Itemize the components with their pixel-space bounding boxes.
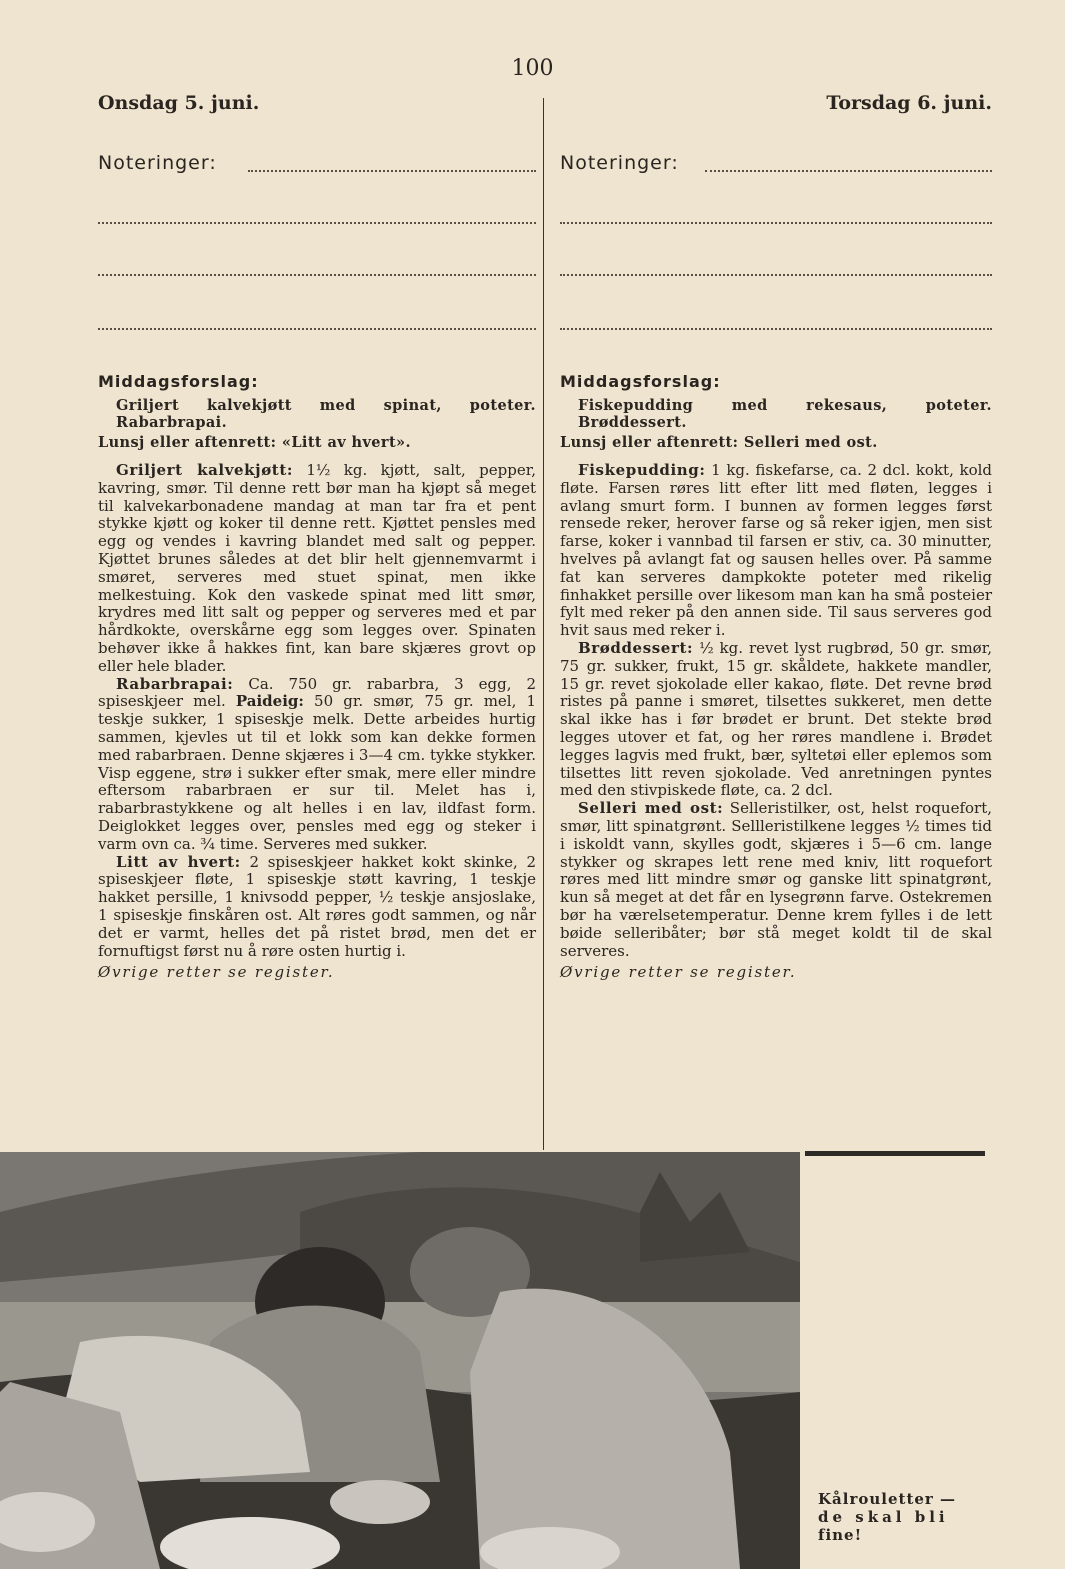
right-dinner-line-2: Brøddessert. — [578, 414, 687, 431]
recipe — [560, 462, 992, 640]
recipe-title: Selleri med ost: — [578, 799, 724, 818]
left-dinner-suggestion — [98, 397, 536, 431]
recipe-text: Ca. 750 gr. rabarbra, 3 egg, 2 spiseskjeer mel. — [98, 674, 536, 711]
left-notes-label: Noteringer: — [98, 152, 217, 174]
recipe-title: Fiskepudding: — [578, 461, 706, 479]
dinner-word: med — [319, 397, 356, 414]
left-notes-line — [98, 328, 536, 330]
caption-line: de skal bli — [818, 1508, 949, 1526]
left-notes-line — [98, 274, 536, 276]
left-dinner-line-2: Rabarbrapai. — [116, 414, 228, 431]
cooking-photo — [0, 1152, 800, 1569]
left-day-header: Onsdag 5. juni. — [98, 92, 260, 114]
recipe-text: 2 spiseskjeer hakket kokt skinke, 2 spiseskjeer fløte, 1 spiseskje støtt kavring, 1 teskje hakket persille, 1 knivsodd pepper, ½ teskje ansjoslake, 1 spiseskje finskåren ost. Alt røres godt sammen, og når det er varmt, helles det på ristet brød, men det er fornuftigst først nu å røre osten hurtig i. — [98, 852, 536, 960]
right-day-header: Torsdag 6. juni. — [826, 92, 992, 114]
recipe-text: 1 kg. fiskefarse, ca. 2 dcl. kokt, kold fløte. Farsen røres litt efter litt med fløten, legges i avlang smurt form. I bunnen av formen legges først rensede reker, herover farse og så reker igjen, men sist farse, koker i vannbad til farsen er stiv, ca. 30 minutter, hvelves på avlangt fat og sausen helles over. På samme fat kan serveres dampkokte poteter med rikelig finhakket persille over likesom man kan ha små posteier fylt med reker på den annen side. Til saus serveres god hvit saus med reker i. — [560, 461, 992, 640]
recipe-title: Rabarbrapai: — [116, 674, 234, 693]
right-notes-line — [560, 222, 992, 224]
dinner-word: kalvekjøtt — [206, 397, 292, 414]
right-notes-line — [560, 328, 992, 330]
right-dinner-suggestion — [560, 397, 992, 431]
recipe-text: Selleristilker, ost, helst roquefort, smør, litt spinatgrønt. Sellleristilkene legges ½ times tid i iskoldt vann, skylles godt, skjæres i 5—6 cm. lange stykker og skrapes lett rene med kniv, litt roquefort røres med litt mindre smør og ganske litt spinatgrønt, kun så meget at det får en lysegrønn farve. Ostekremen bør ha værelsetemperatur. Denne krem fylles i de lett bøide selleribåter; bør stå meget koldt til de skal serveres. — [560, 799, 992, 960]
right-notes-line — [705, 170, 992, 172]
dinner-word: poteter. — [469, 397, 536, 414]
recipe — [98, 676, 536, 854]
dinner-word: Fiskepudding — [578, 397, 694, 414]
right-footnote: Øvrige retter se register. — [560, 963, 797, 982]
column-divider — [543, 98, 544, 1150]
right-menu-title: Middagsforslag: — [560, 372, 721, 391]
left-notes-line — [98, 222, 536, 224]
right-lunch: Lunsj eller aftenrett: Selleri med ost. — [560, 434, 878, 451]
caption-line: fine! — [818, 1526, 863, 1544]
dinner-word: poteter. — [925, 397, 992, 414]
right-notes-label: Noteringer: — [560, 152, 679, 174]
dinner-word: Griljert — [116, 397, 180, 414]
left-menu-title: Middagsforslag: — [98, 372, 259, 391]
dinner-word: rekesaus, — [806, 397, 888, 414]
left-lunch: Lunsj eller aftenrett: «Litt av hvert». — [98, 434, 411, 451]
right-recipes — [560, 462, 992, 982]
right-menu — [560, 372, 992, 451]
left-footnote: Øvrige retter se register. — [98, 963, 335, 982]
cooking-photo-illustration — [0, 1152, 800, 1569]
left-menu — [98, 372, 536, 451]
left-recipes — [98, 462, 536, 982]
left-dinner-line-1 — [116, 397, 536, 414]
right-notes-line — [560, 274, 992, 276]
recipe-text: ½ kg. revet lyst rugbrød, 50 gr. smør, 75 gr. sukker, frukt, 15 gr. skåldete, hakkete mandler, 15 gr. revet sjokolade eller kakao, fløte. Det revne brød ristes på panne i smøret, tilsettes sukkeret, men dette skal ikke has i før brødet er brunt. Det stekte brød legges utover et fat, og her røres mandlene i. Brødet legges lagvis med frukt, bær, syltetøi eller eplemos som tilsettes litt reven sjokolade. Ved anretningen pyntes med den stivpiskede fløte, ca. 2 dcl. — [560, 638, 992, 800]
recipe-title: Brøddessert: — [578, 638, 694, 657]
right-dinner-line-1 — [578, 397, 992, 414]
recipe — [560, 640, 992, 800]
photo-rule — [805, 1151, 985, 1156]
page-number: 100 — [511, 56, 554, 81]
dinner-word: med — [731, 397, 768, 414]
recipe-title: Litt av hvert: — [116, 852, 241, 871]
recipe-text: 50 gr. smør, 75 gr. mel, 1 teskje sukker, 1 spiseskje melk. Dette arbeides hurtig sammen, kjevles ut til et lokk som kan dekke formen med rabarbraen. Denne skjæres i 3—4 cm. tykke stykker. Visp eggene, strø i sukker efter smak, mere eller mindre eftersom rabarbraen er sur til. Melet has i, rabarbrastykkene og alt helles i en lav, ildfast form. Deiglokket legges over, pensles med egg og steker i varm ovn ca. ¾ time. Serveres med sukker. — [98, 692, 536, 853]
recipe — [98, 462, 536, 676]
recipe — [98, 854, 536, 961]
caption-line: Kålrouletter — — [818, 1490, 957, 1508]
left-notes-line — [248, 170, 536, 172]
recipe-subtitle: Paideig: — [235, 692, 304, 711]
recipe-text: 1½ kg. kjøtt, salt, pepper, kavring, smør. Til denne rett bør man ha kjøpt så meget til kalvekarbonadene mandag at man tar fra et pent stykke kjøtt og koker til denne rett. Kjøttet pensles med egg og vendes i kavring blandet med salt og pepper. Kjøttet brunes således at det blir helt gjennemvarmt i smøret, serveres med stuet spinat, men ikke melkestuing. Kok den vaskede spinat med litt smør, krydres med litt salt og pepper og serveres med et par hårdkokte, overskårne egg som legges over. Spinaten behøver ikke å hakkes fint, kan bare skjæres grovt op eller hele blader. — [98, 461, 536, 675]
dinner-word: spinat, — [383, 397, 442, 414]
photo-caption — [818, 1490, 978, 1544]
recipe — [560, 800, 992, 960]
recipe-title: Griljert kalvekjøtt: — [116, 461, 294, 479]
